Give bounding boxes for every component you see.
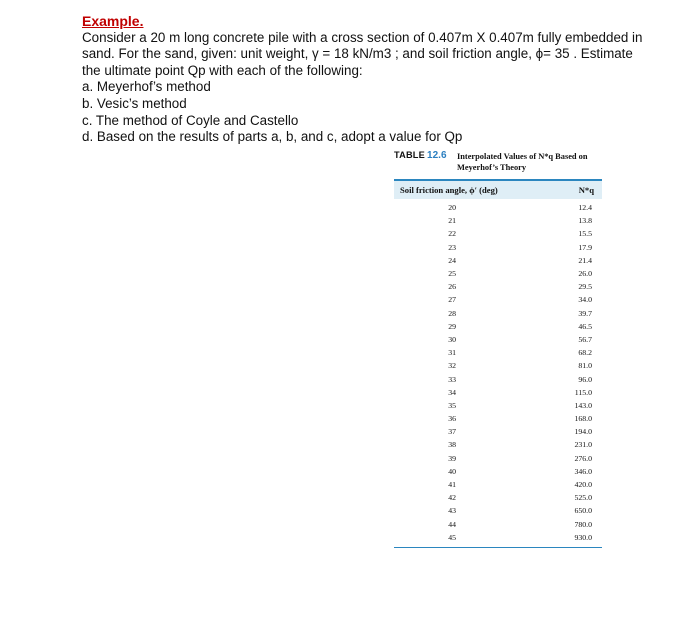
part-d: d. Based on the results of parts a, b, and c, adopt a value for Qp xyxy=(82,129,463,145)
table-row xyxy=(394,465,602,478)
nq-value-cell: 46.5 xyxy=(578,321,592,331)
table-row xyxy=(394,267,602,280)
table-header-row xyxy=(394,181,602,199)
table-row xyxy=(394,346,602,359)
nq-value-cell: 115.0 xyxy=(574,387,592,397)
friction-angle-cell: 21 xyxy=(448,216,456,226)
friction-angle-cell: 39 xyxy=(448,453,456,463)
friction-angle-cell: 36 xyxy=(448,414,456,424)
part-a: a. Meyerhof’s method xyxy=(82,79,211,95)
table-row xyxy=(394,254,602,267)
nq-value-cell: 96.0 xyxy=(578,374,592,384)
table-row xyxy=(394,241,602,254)
table-row xyxy=(394,386,602,399)
nq-value-cell: 930.0 xyxy=(574,532,592,542)
friction-angle-cell: 25 xyxy=(448,269,456,279)
table-row xyxy=(394,438,602,451)
table-row xyxy=(394,412,602,425)
nq-value-cell: 143.0 xyxy=(574,400,592,410)
nq-value-cell: 68.2 xyxy=(578,348,592,358)
table-title-line-1: Interpolated Values of N*q Based on xyxy=(457,152,588,161)
table-number: 12.6 xyxy=(427,150,447,161)
table-row xyxy=(394,518,602,531)
nq-value-cell: 13.8 xyxy=(578,216,592,226)
nq-value-cell: 34.0 xyxy=(578,295,592,305)
problem-line-1: Consider a 20 m long concrete pile with a cross section of 0.407m X 0.407m fully embedded in xyxy=(82,29,643,45)
friction-angle-cell: 38 xyxy=(448,440,456,450)
col-header-nq: N*q xyxy=(578,185,594,195)
table-row xyxy=(394,359,602,372)
table-title-line-2: Meyerhof’s Theory xyxy=(457,163,527,172)
friction-angle-cell: 33 xyxy=(448,374,456,384)
table-bottom-rule xyxy=(394,547,602,548)
nq-value-cell: 12.4 xyxy=(578,203,592,213)
table-row xyxy=(394,425,602,438)
table-caption xyxy=(394,150,634,172)
friction-angle-cell: 43 xyxy=(448,506,456,516)
nq-value-cell: 39.7 xyxy=(578,308,592,318)
table-row xyxy=(394,491,602,504)
friction-angle-cell: 40 xyxy=(448,466,456,476)
problem-statement xyxy=(82,13,682,146)
example-heading: Example. xyxy=(82,13,144,29)
nq-value-cell: 81.0 xyxy=(578,361,592,371)
table-body xyxy=(394,199,602,547)
friction-angle-cell: 37 xyxy=(448,427,456,437)
friction-angle-cell: 32 xyxy=(448,361,456,371)
nq-value-cell: 56.7 xyxy=(578,334,592,344)
table-row xyxy=(394,333,602,346)
table-row xyxy=(394,452,602,465)
part-b: b. Vesic’s method xyxy=(82,95,187,111)
friction-angle-cell: 24 xyxy=(448,255,456,265)
friction-angle-cell: 22 xyxy=(448,229,456,239)
problem-line-3: the ultimate point Qp with each of the following: xyxy=(82,62,363,78)
table-title xyxy=(457,151,627,173)
nq-value-cell: 650.0 xyxy=(574,506,592,516)
friction-angle-cell: 28 xyxy=(448,308,456,318)
table-row xyxy=(394,214,602,227)
nq-value-cell: 15.5 xyxy=(578,229,592,239)
friction-angle-cell: 30 xyxy=(448,334,456,344)
table-label: TABLE xyxy=(394,150,425,160)
friction-angle-cell: 23 xyxy=(448,242,456,252)
table-row xyxy=(394,478,602,491)
nq-value-cell: 780.0 xyxy=(574,519,592,529)
nq-table xyxy=(394,179,602,548)
nq-value-cell: 21.4 xyxy=(578,255,592,265)
problem-line-2: sand. For the sand, given: unit weight, γ = 18 kN/m3 ; and soil friction angle, ϕ= 35 . Estimate xyxy=(82,46,633,62)
friction-angle-cell: 26 xyxy=(448,282,456,292)
friction-angle-cell: 35 xyxy=(448,400,456,410)
nq-value-cell: 26.0 xyxy=(578,269,592,279)
col-header-friction-angle: Soil friction angle, ϕ′ (deg) xyxy=(400,185,498,195)
table-row xyxy=(394,372,602,385)
friction-angle-cell: 27 xyxy=(448,295,456,305)
nq-value-cell: 346.0 xyxy=(574,466,592,476)
friction-angle-cell: 29 xyxy=(448,321,456,331)
table-row xyxy=(394,399,602,412)
nq-value-cell: 17.9 xyxy=(578,242,592,252)
table-row xyxy=(394,293,602,306)
nq-value-cell: 420.0 xyxy=(574,480,592,490)
table-row xyxy=(394,531,602,544)
friction-angle-cell: 34 xyxy=(448,387,456,397)
table-row xyxy=(394,227,602,240)
part-c: c. The method of Coyle and Castello xyxy=(82,112,299,128)
nq-value-cell: 525.0 xyxy=(574,493,592,503)
friction-angle-cell: 42 xyxy=(448,493,456,503)
table-row xyxy=(394,504,602,517)
friction-angle-cell: 44 xyxy=(448,519,456,529)
nq-value-cell: 168.0 xyxy=(574,414,592,424)
table-row xyxy=(394,320,602,333)
nq-value-cell: 194.0 xyxy=(574,427,592,437)
friction-angle-cell: 41 xyxy=(448,480,456,490)
nq-value-cell: 276.0 xyxy=(574,453,592,463)
friction-angle-cell: 45 xyxy=(448,532,456,542)
nq-value-cell: 29.5 xyxy=(578,282,592,292)
table-row xyxy=(394,280,602,293)
table-row xyxy=(394,307,602,320)
nq-value-cell: 231.0 xyxy=(574,440,592,450)
friction-angle-cell: 31 xyxy=(448,348,456,358)
friction-angle-cell: 20 xyxy=(448,203,456,213)
table-row xyxy=(394,201,602,214)
